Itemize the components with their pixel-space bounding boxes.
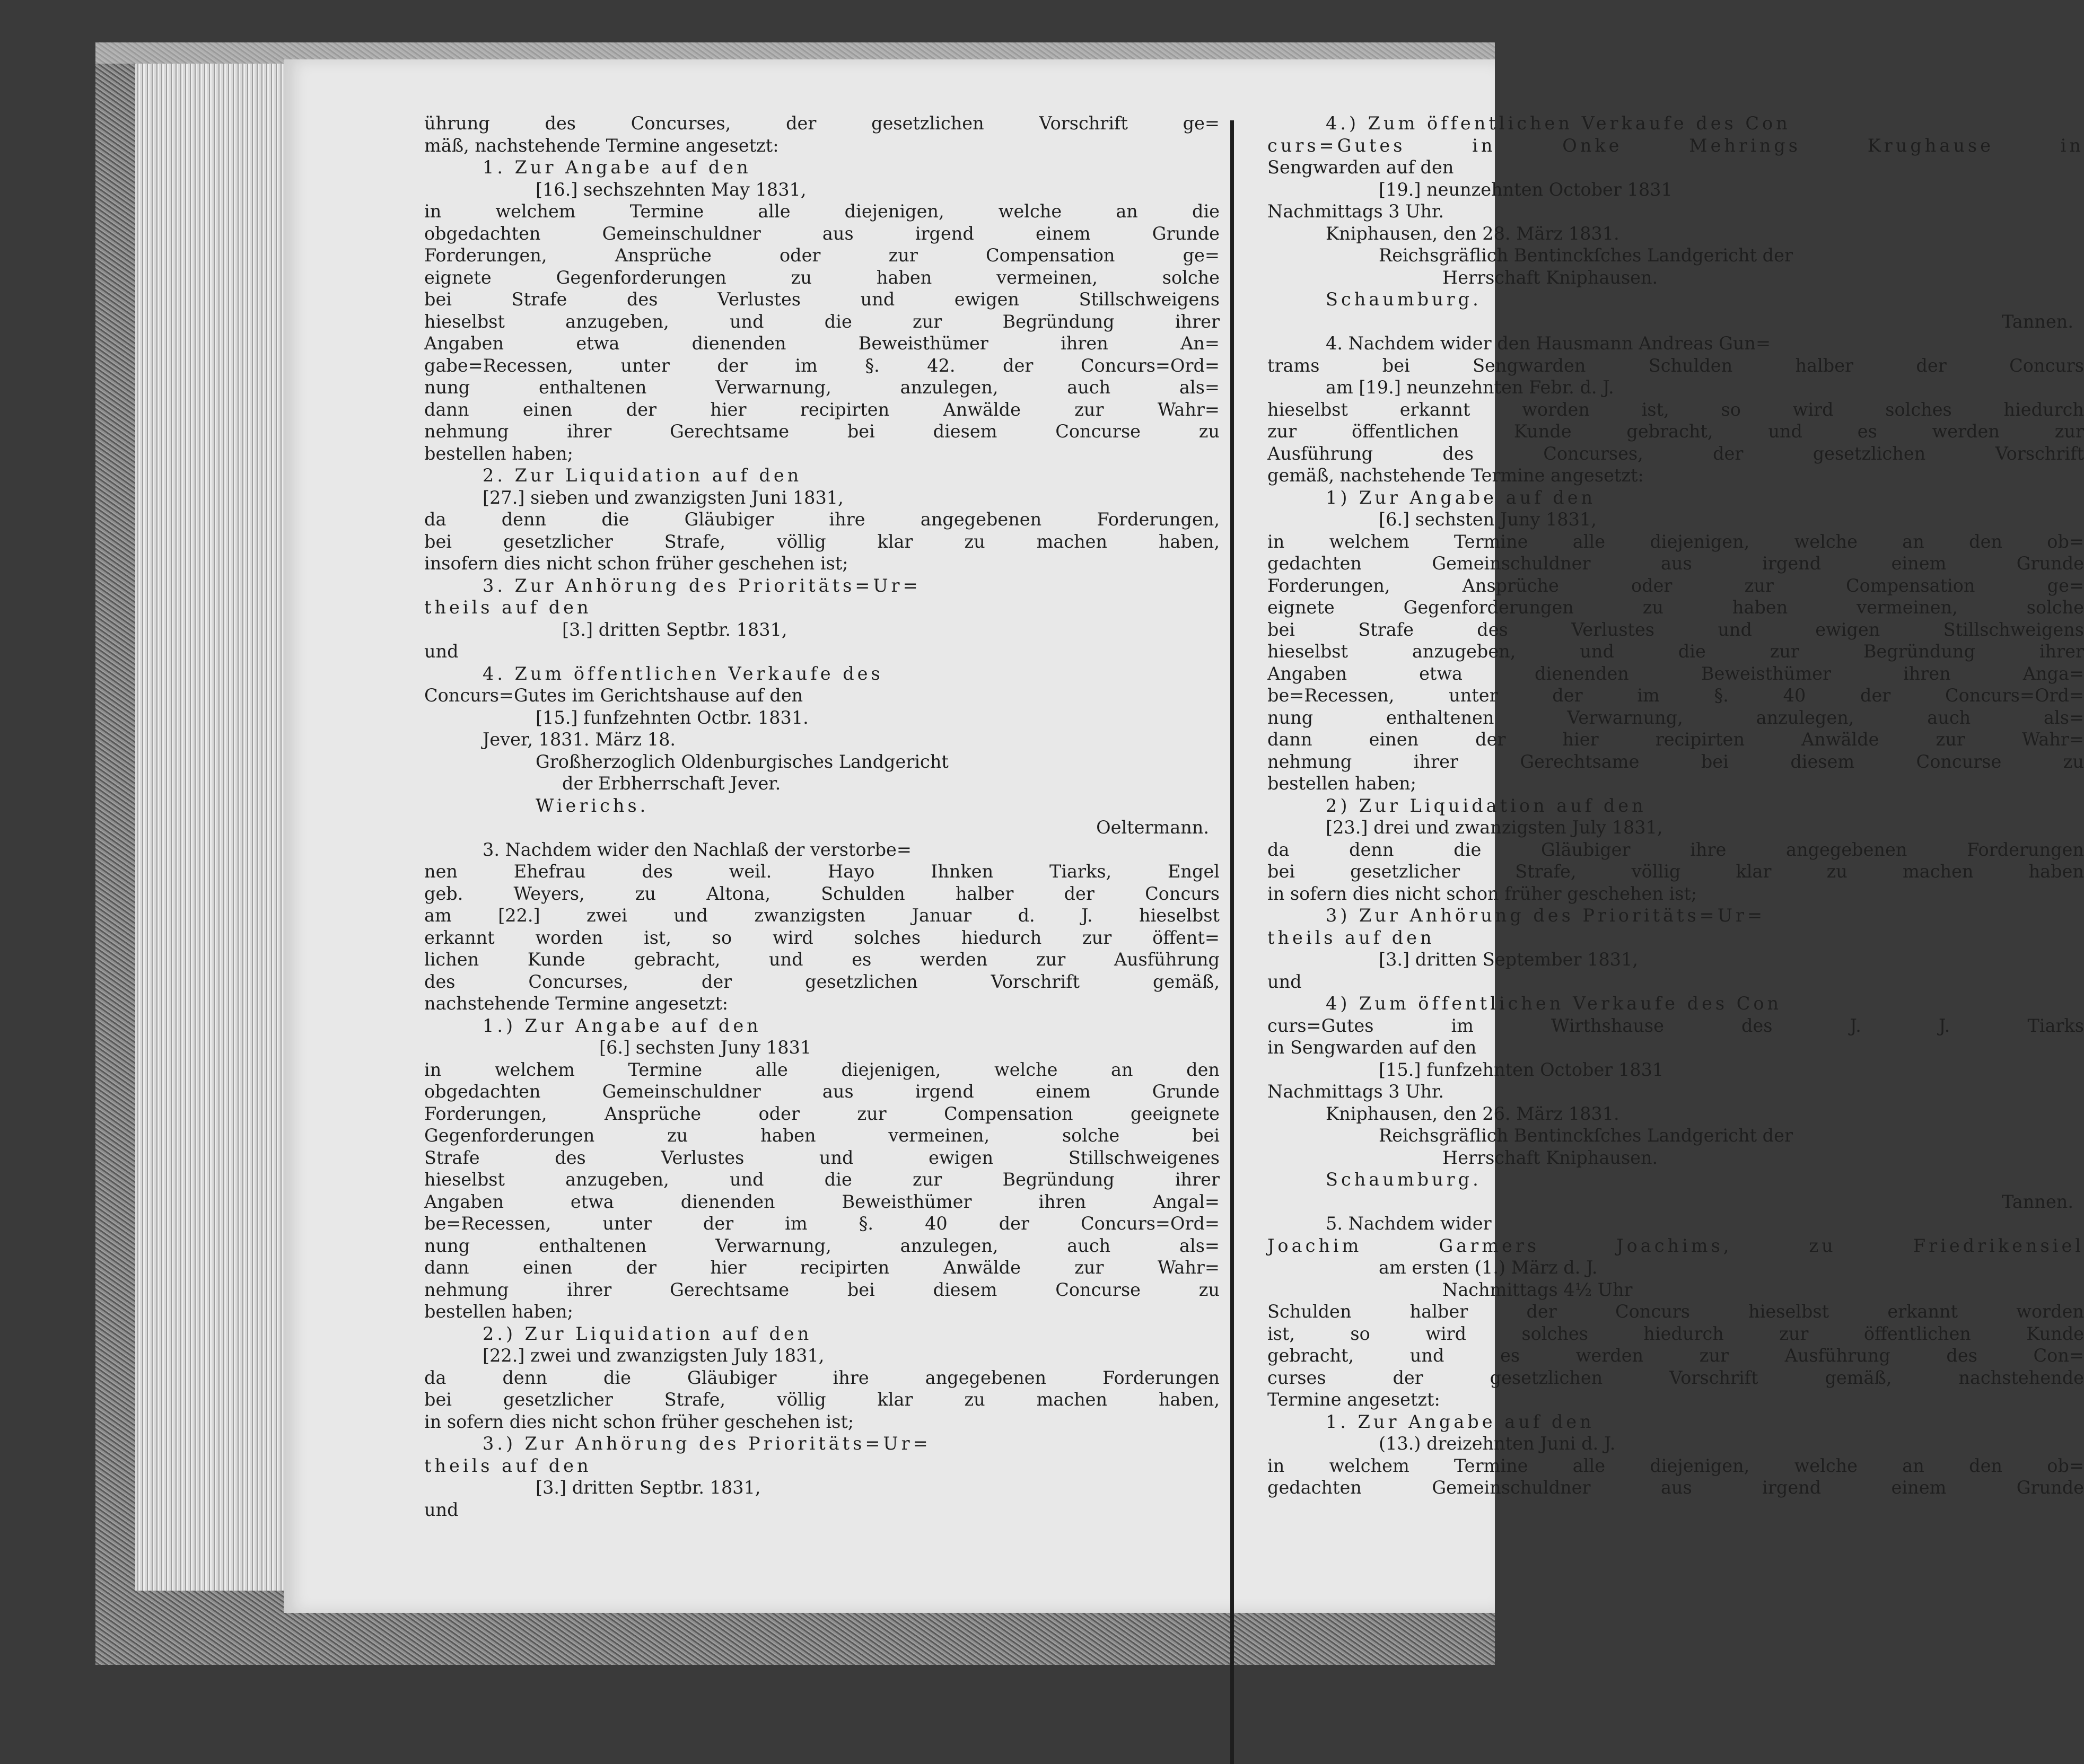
- text-line: nung enthaltenen Verwarnung, anzulegen, auch als=: [424, 1235, 1220, 1256]
- text-line: Herrschaft Kniphausen.: [1442, 1147, 1658, 1168]
- text-line: Ausführung des Concurses, der gesetzlichen Vorschrift: [1267, 443, 2084, 464]
- text-line: theils auf den: [1267, 927, 1435, 948]
- text-line: 4. Zum öffentlichen Verkaufe des: [483, 663, 883, 684]
- text-line: Nachmittags 3 Uhr.: [1267, 201, 1444, 222]
- text-line: 1. Zur Angabe auf den: [483, 157, 751, 178]
- text-line: [23.] drei und zwanzigsten July 1831,: [1326, 817, 1663, 838]
- text-line: Tannen.: [2002, 1191, 2073, 1212]
- text-line: Forderungen, Ansprüche oder zur Compensation ge=: [424, 245, 1220, 266]
- text-line: der Erbherrschaft Jever.: [562, 773, 781, 794]
- column-divider: [1230, 120, 1234, 1764]
- text-line: [22.] zwei und zwanzigsten July 1831,: [483, 1345, 825, 1366]
- text-line: Strafe des Verlustes und ewigen Stillschweigenes: [424, 1147, 1220, 1168]
- text-line: eignete Gegenforderungen zu haben vermeinen, solche: [424, 267, 1220, 288]
- text-line: 5. Nachdem wider: [1326, 1213, 1492, 1234]
- text-line: 3.) Zur Anhörung des Prioritäts=Ur=: [483, 1433, 931, 1454]
- text-line: ist, so wird solches hiedurch zur öffentlichen Kunde: [1267, 1323, 2084, 1344]
- text-line: theils auf den: [424, 1455, 592, 1476]
- text-line: Angaben etwa dienenden Beweisthümer ihren Anga=: [1267, 663, 2084, 684]
- text-line: curs=Gutes im Wirthshause des J. J. Tiarks: [1267, 1015, 2084, 1036]
- text-line: in Sengwarden auf den: [1267, 1037, 1477, 1058]
- text-line: Forderungen, Ansprüche oder zur Compensation ge=: [1267, 575, 2084, 596]
- text-line: (13.) dreizehnten Juni d. J.: [1379, 1433, 1616, 1454]
- text-line: Tannen.: [2002, 311, 2073, 332]
- text-line: da denn die Gläubiger ihre angegebenen Forderungen: [424, 1367, 1220, 1388]
- text-line: insofern dies nicht schon früher geschehen ist;: [424, 553, 848, 574]
- text-line: bei gesetzlicher Strafe, völlig klar zu machen haben: [1267, 861, 2084, 882]
- text-line: bei Strafe des Verlustes und ewigen Stillschweigens: [424, 289, 1220, 310]
- text-line: eignete Gegenforderungen zu haben vermeinen, solche: [1267, 597, 2084, 618]
- text-line: in welchem Termine alle diejenigen, welche an die: [424, 201, 1220, 222]
- text-line: mäß, nachstehende Termine angesetzt:: [424, 135, 779, 156]
- text-line: [19.] neunzehnten October 1831: [1379, 179, 1673, 200]
- text-line: 3. Zur Anhörung des Prioritäts=Ur=: [483, 575, 921, 596]
- text-line: theils auf den: [424, 597, 592, 618]
- text-line: Reichsgräflich Bentinckſches Landgericht der: [1379, 245, 1793, 266]
- text-line: 4. Nachdem wider den Hausmann Andreas Gun=: [1326, 333, 1771, 354]
- text-line: obgedachten Gemeinschuldner aus irgend einem Grunde: [424, 1081, 1220, 1102]
- text-line: [3.] dritten Septbr. 1831,: [562, 619, 787, 640]
- text-line: Angaben etwa dienenden Beweisthümer ihren An=: [424, 333, 1220, 354]
- book-page: [284, 59, 2084, 1613]
- right-text-column: [1267, 112, 2084, 1499]
- text-line: Concurs=Gutes im Gerichtshause auf den: [424, 685, 803, 706]
- text-line: bestellen haben;: [424, 1301, 573, 1322]
- text-line: am ersten (1.) März d. J.: [1379, 1257, 1598, 1278]
- text-line: Forderungen, Ansprüche oder zur Compensation geeignete: [424, 1103, 1220, 1124]
- text-line: Kniphausen, den 28. März 1831.: [1326, 223, 1619, 244]
- text-line: Reichsgräflich Bentinckſches Landgericht der: [1379, 1125, 1793, 1146]
- text-line: trams bei Sengwarden Schulden halber der Concurs: [1267, 355, 2084, 376]
- text-line: Wierichs.: [536, 795, 649, 816]
- text-line: 3) Zur Anhörung des Prioritäts=Ur=: [1326, 905, 1766, 926]
- text-line: 1. Zur Angabe auf den: [1326, 1411, 1595, 1432]
- text-line: 2.) Zur Liquidation auf den: [483, 1323, 812, 1344]
- text-line: 3. Nachdem wider den Nachlaß der verstorbe=: [483, 839, 912, 860]
- text-line: gabe=Recessen, unter der im §. 42. der Concurs=Ord=: [424, 355, 1220, 376]
- text-line: Großherzoglich Oldenburgisches Landgericht: [536, 751, 949, 772]
- text-line: nung enthaltenen Verwarnung, anzulegen, auch als=: [1267, 707, 2084, 728]
- text-line: [16.] sechszehnten May 1831,: [536, 179, 807, 200]
- text-line: [6.] sechsten Juny 1831,: [1379, 509, 1597, 530]
- text-line: dann einen der hier recipirten Anwälde zur Wahr=: [1267, 729, 2084, 750]
- text-line: Kniphausen, den 26. März 1831.: [1326, 1103, 1619, 1124]
- text-line: da denn die Gläubiger ihre angegebenen Forderungen: [1267, 839, 2084, 860]
- text-line: nehmung ihrer Gerechtsame bei diesem Concurse zu: [424, 421, 1220, 442]
- text-line: dann einen der hier recipirten Anwälde zur Wahr=: [424, 399, 1220, 420]
- text-line: dann einen der hier recipirten Anwälde zur Wahr=: [424, 1257, 1220, 1278]
- text-line: Schaumburg.: [1326, 289, 1482, 310]
- text-line: nehmung ihrer Gerechtsame bei diesem Concurse zu: [424, 1279, 1220, 1300]
- text-line: gebracht, und es werden zur Ausführung des Con=: [1267, 1345, 2084, 1366]
- text-line: Gegenforderungen zu haben vermeinen, solche bei: [424, 1125, 1220, 1146]
- text-line: 1.) Zur Angabe auf den: [483, 1015, 761, 1036]
- text-line: Termine angesetzt:: [1267, 1389, 1440, 1410]
- text-line: und: [1267, 971, 1302, 992]
- text-line: [15.] funfzehnten Octbr. 1831.: [536, 707, 809, 728]
- text-line: nachstehende Termine angesetzt:: [424, 993, 729, 1014]
- text-line: in sofern dies nicht schon früher geschehen ist;: [1267, 883, 1697, 904]
- text-line: und: [424, 1499, 459, 1520]
- text-line: des Concurses, der gesetzlichen Vorschrift gemäß,: [424, 971, 1220, 992]
- text-line: gemäß, nachstehende Termine angesetzt:: [1267, 465, 1644, 486]
- text-line: gedachten Gemeinschuldner aus irgend einem Grunde: [1267, 1477, 2084, 1498]
- text-line: hieselbst anzugeben, und die zur Begründung ihrer: [1267, 641, 2084, 662]
- page-edges: [135, 64, 294, 1591]
- text-line: ührung des Concurses, der gesetzlichen Vorschrift ge=: [424, 113, 1220, 134]
- text-line: bei gesetzlicher Strafe, völlig klar zu machen haben,: [424, 1389, 1220, 1410]
- text-line: hieselbst anzugeben, und die zur Begründung ihrer: [424, 1169, 1220, 1190]
- text-line: Angaben etwa dienenden Beweisthümer ihren Angal=: [424, 1191, 1220, 1212]
- left-text-column: [424, 112, 1220, 1521]
- text-line: Herrschaft Kniphausen.: [1442, 267, 1658, 288]
- text-line: Sengwarden auf den: [1267, 157, 1454, 178]
- text-line: erkannt worden ist, so wird solches hiedurch zur öffent=: [424, 927, 1220, 948]
- text-line: Schulden halber der Concurs hieselbst erkannt worden: [1267, 1301, 2084, 1322]
- text-line: hieselbst erkannt worden ist, so wird solches hiedurch: [1267, 399, 2084, 420]
- text-line: be=Recessen, unter der im §. 40 der Concurs=Ord=: [424, 1213, 1220, 1234]
- text-line: Jever, 1831. März 18.: [483, 729, 676, 750]
- text-line: [6.] sechsten Juny 1831: [599, 1037, 812, 1058]
- text-line: [3.] dritten September 1831,: [1379, 949, 1639, 970]
- text-line: am [22.] zwei und zwanzigsten Januar d. J. hieselbst: [424, 905, 1220, 926]
- text-line: 1) Zur Angabe auf den: [1326, 487, 1596, 508]
- text-line: Schaumburg.: [1326, 1169, 1482, 1190]
- text-line: bei gesetzlicher Strafe, völlig klar zu machen haben,: [424, 531, 1220, 552]
- text-line: in welchem Termine alle diejenigen, welche an den ob=: [1267, 531, 2084, 552]
- text-line: Nachmittags 4½ Uhr: [1442, 1279, 1633, 1300]
- text-line: Joachim Garmers Joachims, zu Friedrikensiel: [1267, 1235, 2084, 1256]
- text-line: gedachten Gemeinschuldner aus irgend einem Grunde: [1267, 553, 2084, 574]
- text-line: in welchem Termine alle diejenigen, welche an den: [424, 1059, 1220, 1080]
- text-line: bestellen haben;: [424, 443, 573, 464]
- text-line: [15.] funfzehnten October 1831: [1379, 1059, 1664, 1080]
- text-line: nung enthaltenen Verwarnung, anzulegen, auch als=: [424, 377, 1220, 398]
- text-line: lichen Kunde gebracht, und es werden zur Ausführung: [424, 949, 1220, 970]
- text-line: bestellen haben;: [1267, 773, 1416, 794]
- text-line: und: [424, 641, 459, 662]
- text-line: zur öffentlichen Kunde gebracht, und es werden zur: [1267, 421, 2084, 442]
- text-line: curses der gesetzlichen Vorschrift gemäß, nachstehende: [1267, 1367, 2084, 1388]
- text-line: geb. Weyers, zu Altona, Schulden halber der Concurs: [424, 883, 1220, 904]
- text-line: obgedachten Gemeinschuldner aus irgend einem Grunde: [424, 223, 1220, 244]
- text-line: Nachmittags 3 Uhr.: [1267, 1081, 1444, 1102]
- text-line: hieselbst anzugeben, und die zur Begründung ihrer: [424, 311, 1220, 332]
- text-line: be=Recessen, unter der im §. 40 der Concurs=Ord=: [1267, 685, 2084, 706]
- text-line: 4.) Zum öffentlichen Verkaufe des Con: [1326, 113, 1791, 134]
- text-line: [27.] sieben und zwanzigsten Juni 1831,: [483, 487, 844, 508]
- text-line: bei Strafe des Verlustes und ewigen Stillschweigens: [1267, 619, 2084, 640]
- text-line: in sofern dies nicht schon früher geschehen ist;: [424, 1411, 854, 1432]
- text-line: 2) Zur Liquidation auf den: [1326, 795, 1647, 816]
- text-line: nehmung ihrer Gerechtsame bei diesem Concurse zu: [1267, 751, 2084, 772]
- text-line: in welchem Termine alle diejenigen, welche an den ob=: [1267, 1455, 2084, 1476]
- text-line: am [19.] neunzehnten Febr. d. J.: [1326, 377, 1614, 398]
- text-line: 2. Zur Liquidation auf den: [483, 465, 802, 486]
- text-line: Oeltermann.: [1096, 817, 1209, 838]
- text-line: curs=Gutes in Onke Mehrings Krughause in: [1267, 135, 2084, 156]
- text-line: 4) Zum öffentlichen Verkaufe des Con: [1326, 993, 1782, 1014]
- text-line: [3.] dritten Septbr. 1831,: [536, 1477, 761, 1498]
- text-line: da denn die Gläubiger ihre angegebenen Forderungen,: [424, 509, 1220, 530]
- text-line: nen Ehefrau des weil. Hayo Ihnken Tiarks, Engel: [424, 861, 1220, 882]
